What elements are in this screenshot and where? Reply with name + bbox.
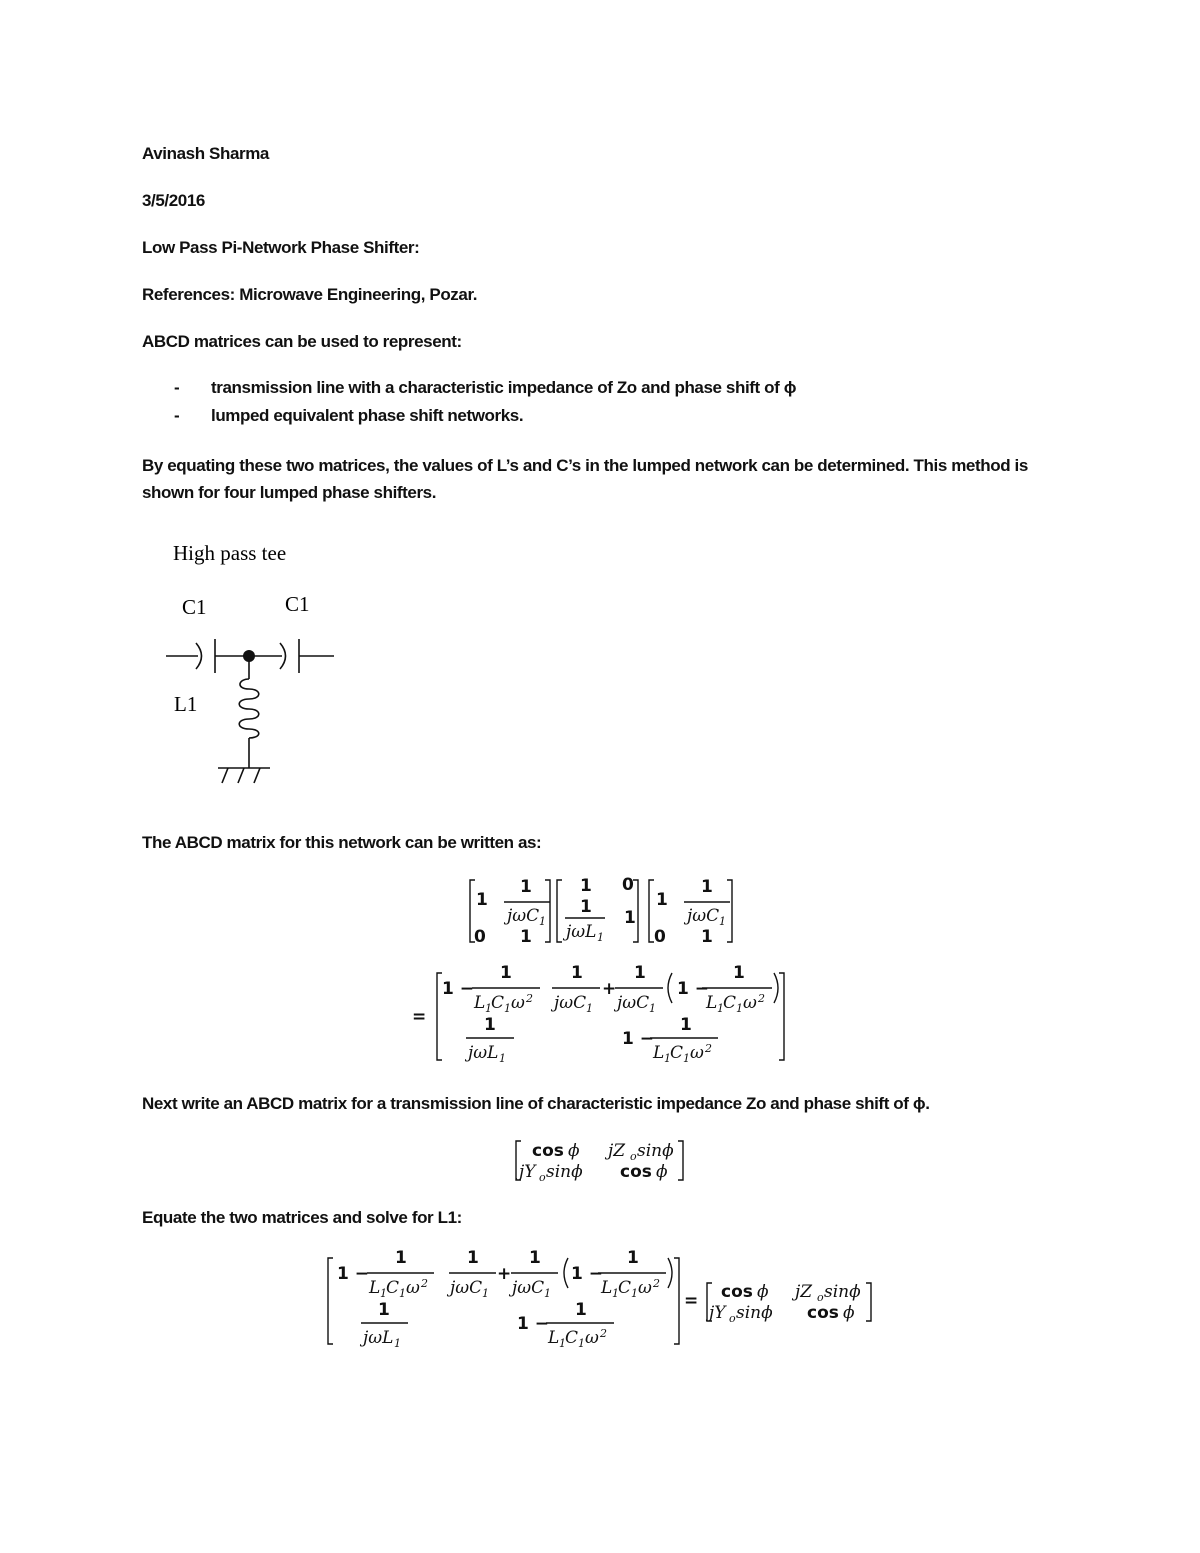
document-date: 3/5/2016: [142, 191, 205, 210]
svg-text:L: L: [474, 993, 486, 1013]
svg-text:ϕ: ϕ: [568, 1141, 580, 1161]
svg-text:1: 1: [380, 1287, 387, 1300]
svg-text:1: 1: [624, 908, 636, 928]
svg-text:jωC: jωC: [450, 1278, 483, 1298]
svg-text:0: 0: [654, 927, 666, 947]
svg-text:o: o: [630, 1150, 637, 1163]
tline-intro-line: Next write an ABCD matrix for a transmission line of characteristic impedance Zo and phase shift of ϕ.: [142, 1094, 930, 1113]
svg-text:sinϕ: sinϕ: [546, 1162, 583, 1182]
svg-text:2: 2: [653, 1277, 660, 1290]
svg-text:+: +: [497, 1264, 512, 1284]
svg-text:1: 1: [736, 1002, 743, 1015]
circuit-node: [243, 650, 255, 662]
svg-text:1: 1: [520, 927, 532, 947]
svg-text:1: 1: [680, 1015, 692, 1035]
svg-text:jωC: jωC: [507, 906, 540, 926]
svg-text:2: 2: [421, 1277, 428, 1290]
svg-text:ϕ: ϕ: [843, 1303, 855, 1323]
svg-text:ω: ω: [585, 1328, 599, 1348]
svg-text:1: 1: [586, 1002, 593, 1015]
svg-text:C: C: [386, 1278, 400, 1298]
label-l1: L1: [174, 692, 198, 716]
intro-line: ABCD matrices can be used to represent:: [142, 332, 462, 351]
svg-text:1: 1: [499, 1052, 506, 1065]
svg-text:1: 1: [482, 1287, 489, 1300]
label-c1-right: C1: [285, 592, 310, 616]
svg-text:o: o: [539, 1171, 546, 1184]
bullet-text: transmission line with a characteristic impedance of Zo and phase shift of ϕ: [211, 378, 797, 397]
svg-text:o: o: [817, 1291, 824, 1304]
document-title: Low Pass Pi-Network Phase Shifter:: [142, 238, 420, 257]
abcd-product-equation: [470, 875, 732, 947]
circuit-caption: High pass tee: [173, 541, 287, 565]
svg-text:1 −: 1 −: [442, 979, 474, 999]
svg-text:L: L: [369, 1278, 381, 1298]
svg-text:cos: cos: [532, 1141, 564, 1161]
svg-text:1: 1: [485, 1002, 492, 1015]
bullet-dash: -: [174, 378, 180, 397]
svg-text:1: 1: [395, 1248, 407, 1268]
equate-intro-line: Equate the two matrices and solve for L1:: [142, 1208, 462, 1227]
bullet-dash: -: [174, 406, 180, 425]
svg-text:jωC: jωC: [512, 1278, 545, 1298]
svg-text:1: 1: [520, 877, 532, 897]
svg-text:L: L: [548, 1328, 560, 1348]
svg-text:1: 1: [500, 963, 512, 983]
svg-text:1: 1: [701, 877, 713, 897]
svg-text:jωC: jωC: [554, 993, 587, 1013]
svg-text:sinϕ: sinϕ: [736, 1303, 773, 1323]
svg-text:C: C: [565, 1328, 579, 1348]
svg-text:1: 1: [504, 1002, 511, 1015]
svg-text:1: 1: [467, 1248, 479, 1268]
svg-text:1: 1: [529, 1248, 541, 1268]
svg-text:1: 1: [631, 1287, 638, 1300]
svg-text:sinϕ: sinϕ: [824, 1282, 861, 1302]
svg-text:ω: ω: [406, 1278, 420, 1298]
references-line: References: Microwave Engineering, Pozar.: [142, 285, 478, 304]
svg-text:1 −: 1 −: [622, 1029, 654, 1049]
svg-text:1: 1: [559, 1337, 566, 1350]
svg-text:ω: ω: [690, 1043, 704, 1063]
svg-text:1: 1: [571, 963, 583, 983]
abcd-intro-line: The ABCD matrix for this network can be written as:: [142, 833, 542, 852]
svg-text:L: L: [653, 1043, 665, 1063]
svg-text:L: L: [601, 1278, 613, 1298]
svg-text:1: 1: [612, 1287, 619, 1300]
svg-text:2: 2: [758, 992, 765, 1005]
svg-text:jY: jY: [519, 1162, 536, 1182]
svg-text:1 −: 1 −: [571, 1264, 603, 1284]
svg-text:1: 1: [649, 1002, 656, 1015]
svg-text:2: 2: [526, 992, 533, 1005]
author-name: Avinash Sharma: [142, 144, 269, 163]
svg-text:ω: ω: [743, 993, 757, 1013]
svg-text:1: 1: [627, 1248, 639, 1268]
svg-text:jωL: jωL: [566, 922, 597, 942]
svg-text:1: 1: [394, 1337, 401, 1350]
svg-text:1: 1: [597, 931, 604, 944]
svg-text:1: 1: [656, 890, 668, 910]
svg-text:jZ: jZ: [795, 1282, 813, 1302]
equated-matrices-equation: [328, 1248, 871, 1350]
svg-text:jY: jY: [709, 1303, 726, 1323]
svg-text:1: 1: [399, 1287, 406, 1300]
method-paragraph: By equating these two matrices, the values of L’s and C’s in the lumped network can be determined. This method is shown for four lumped phase shifters.: [142, 456, 1028, 502]
svg-text:2: 2: [705, 1042, 712, 1055]
svg-text:cos: cos: [721, 1282, 753, 1302]
tline-abcd-matrix: [515, 1141, 683, 1184]
svg-text:=: =: [412, 1007, 427, 1027]
svg-text:1: 1: [575, 1300, 587, 1320]
svg-text:jωC: jωC: [617, 993, 650, 1013]
svg-text:jZ: jZ: [608, 1141, 626, 1161]
svg-text:cos: cos: [807, 1303, 839, 1323]
svg-text:1 −: 1 −: [677, 979, 709, 999]
label-c1-left: C1: [182, 595, 207, 619]
svg-text:C: C: [723, 993, 737, 1013]
svg-text:1: 1: [484, 1015, 496, 1035]
abcd-result-equation: [412, 963, 784, 1065]
svg-text:cos: cos: [620, 1162, 652, 1182]
svg-text:ω: ω: [511, 993, 525, 1013]
svg-text:1: 1: [719, 915, 726, 928]
svg-text:jωL: jωL: [468, 1043, 499, 1063]
svg-text:0: 0: [474, 927, 486, 947]
svg-text:1: 1: [580, 876, 592, 896]
svg-text:1: 1: [634, 963, 646, 983]
svg-text:1: 1: [683, 1052, 690, 1065]
svg-text:C: C: [491, 993, 505, 1013]
svg-text:ω: ω: [638, 1278, 652, 1298]
svg-text:C: C: [670, 1043, 684, 1063]
svg-text:=: =: [684, 1291, 699, 1311]
svg-text:1: 1: [539, 915, 546, 928]
svg-text:1: 1: [664, 1052, 671, 1065]
svg-text:1: 1: [476, 890, 488, 910]
svg-text:0: 0: [622, 875, 634, 895]
svg-text:1: 1: [717, 1002, 724, 1015]
svg-text:1: 1: [733, 963, 745, 983]
svg-text:+: +: [602, 979, 617, 999]
svg-text:jωL: jωL: [363, 1328, 394, 1348]
svg-text:1: 1: [701, 927, 713, 947]
svg-text:1: 1: [378, 1300, 390, 1320]
svg-text:1: 1: [578, 1337, 585, 1350]
svg-text:L: L: [706, 993, 718, 1013]
svg-text:sinϕ: sinϕ: [637, 1141, 674, 1161]
svg-text:o: o: [729, 1312, 736, 1325]
svg-text:ϕ: ϕ: [757, 1282, 769, 1302]
svg-text:jωC: jωC: [687, 906, 720, 926]
bullet-text: lumped equivalent phase shift networks.: [211, 406, 524, 425]
svg-text:1 −: 1 −: [337, 1264, 369, 1284]
svg-text:1: 1: [580, 897, 592, 917]
svg-text:C: C: [618, 1278, 632, 1298]
svg-text:2: 2: [600, 1327, 607, 1340]
svg-text:ϕ: ϕ: [656, 1162, 668, 1182]
svg-text:1 −: 1 −: [517, 1314, 549, 1334]
svg-text:1: 1: [544, 1287, 551, 1300]
